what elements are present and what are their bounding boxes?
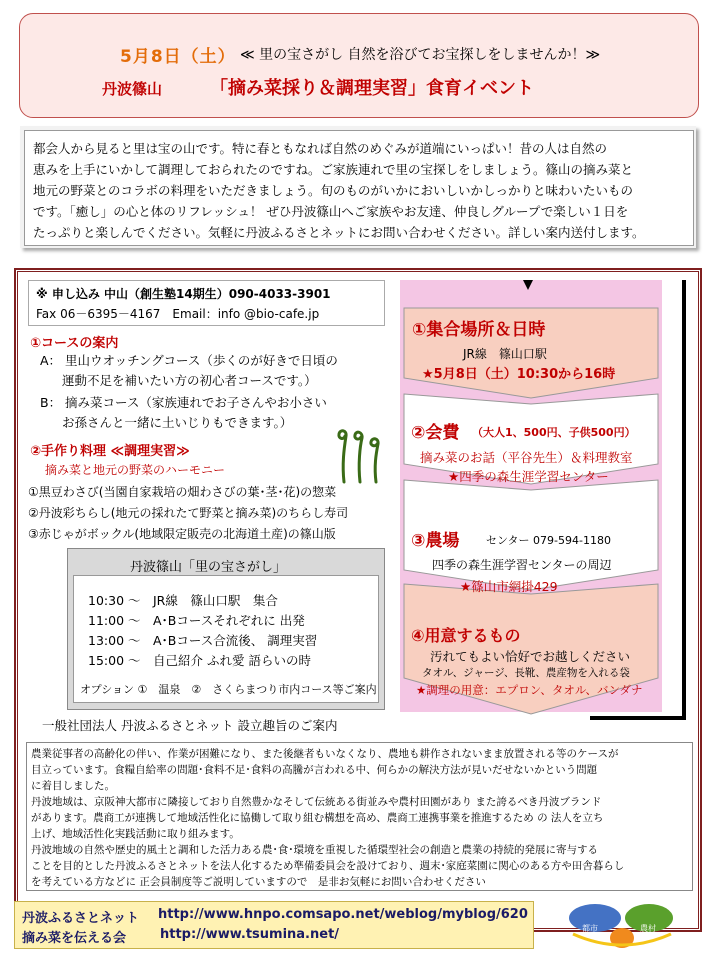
intro-line: 地元の野菜とのコラボの料理をいただきましょう。旬のものがいかにおいしいかしっかりと味わいたいもの — [33, 183, 634, 198]
logo-city-label: 都市 — [582, 924, 598, 933]
step2-line2: ★四季の森生涯学習センター — [448, 469, 609, 484]
mission-line: 丹波地域は、京阪神大都市に隣接しており自然豊かなそして伝統ある街並みや農村田園があり また誇るべき丹波ブランド — [31, 796, 602, 808]
footer-url1-link[interactable]: http://www.hnpo.comsapo.net/weblog/myblog/620 — [158, 907, 528, 922]
step4-line1: 汚れてもよい恰好でお越しください — [430, 649, 631, 664]
mission-line: を考えている方などに 正会員制度等ご説明していますので 是非お気軽にお問い合わせください — [31, 876, 486, 888]
course-heading: ①コースの案内 — [30, 336, 119, 351]
footer-org1: 丹波ふるさとネット — [22, 911, 140, 926]
contact-fax-email: Fax 06－6395－4167 Email：info @bio-cafe.jp — [36, 307, 320, 321]
step4-title: ④用意するもの — [411, 626, 521, 645]
event-date: 5月8日（土） — [120, 47, 236, 67]
cooking-item: ③赤じゃがボックル(地域限定販売の北海道土産)の篠山版 — [28, 527, 336, 541]
step1-line2: ★5月8日（土）10:30から16時 — [422, 367, 616, 382]
step3-line1: 四季の森生涯学習センターの周辺 — [432, 558, 612, 572]
intro-line: 恵みを上手にいかして調理しておられたのですね。ご家族連れで里の宝探しをしましょう。篠山の摘み菜と — [33, 162, 634, 177]
step4-line2: タオル、ジャージ、長靴、農産物を入れる袋 — [422, 667, 630, 679]
event-place: 丹波篠山 — [102, 80, 163, 98]
course-a-line1: A： 里山ウオッチングコース（歩くのが好きで日頃の — [40, 353, 338, 368]
footer-org2: 摘み菜を伝える会 — [22, 931, 127, 946]
course-b-line2: お孫さんと一緒に土いじりもできます。） — [62, 415, 293, 430]
cooking-subheading: 摘み菜と地元の野菜のハーモニー — [45, 463, 226, 477]
mission-line: 上げ、地域活性化実践活動に取り組みます。 — [31, 828, 240, 840]
intro-line: です。「癒し」の心と体のリフレッシュ！ ぜひ丹波篠山へご家族やお友達、仲良しグループで楽しい１日を — [33, 204, 629, 219]
course-b-line1: B： 摘み菜コース（家族連れでお子さんやお小さい — [40, 395, 327, 410]
cooking-item: ②丹波彩ちらし(地元の採れたて野菜と摘み菜)のちらし寿司 — [28, 506, 349, 520]
mission-line: ことを目的とした丹波ふるさとネットを法人化するため準備委員会を設けており、週末･家庭菜園に関心のある方や田舎暮らし — [31, 860, 625, 872]
event-subtitle: ≪ 里の宝さがし 自然を浴びてお宝探しをしませんか！≫ — [240, 47, 601, 63]
mission-line: 目立っています。食糧自給率の問題･食料不足･食料の高騰が言われる中、何らかの解決方法が見いだせないかという問題 — [31, 764, 598, 776]
org-caption: 一般社団法人 丹波ふるさとネット 設立趣旨のご案内 — [42, 718, 338, 733]
event-title: 「摘み菜採り＆調理実習」食育イベント — [210, 78, 534, 99]
city-rural-logo — [537, 900, 701, 950]
schedule-title: 丹波篠山「里の宝さがし」 — [130, 560, 287, 575]
footer-url2-link[interactable]: http://www.tsumina.net/ — [160, 927, 340, 942]
step2-title: ②会費 — [411, 423, 460, 443]
mission-line: 丹波地域の自然や歴史的風土と調和した活力ある農･食･環境を重視した循環型社会の創造と農業の持続的発展に寄与する — [31, 844, 598, 856]
cooking-heading: ②手作り料理 ≪調理実習≫ — [30, 444, 190, 459]
step3-title: ③農場 — [411, 531, 460, 551]
cooking-item: ①黒豆わさび(当園自家栽培の畑わさびの葉･茎･花)の惣菜 — [28, 485, 337, 499]
logo-rural-label: 農村 — [640, 924, 656, 933]
fern-sprout-icon — [322, 424, 392, 484]
schedule-option: オプション ① 温泉 ② さくらまつり市内コース等ご案内 — [80, 683, 377, 696]
step4-line3: ★調理の用意：エプロン、タオル、バンダナ — [416, 683, 643, 697]
mission-line: があります。農商工が連携して地域活性化に協働して取り組む構想を高め、農商工連携事業を推進するため の 法人を立ち — [31, 812, 604, 824]
course-a-line2: 運動不足を補いたい方の初心者コースです。） — [62, 373, 317, 388]
step2-note: （大人1、500円、子供500円） — [472, 426, 636, 439]
mission-line: 農業従事者の高齢化の伴い、作業が困難になり、また後継者もいなくなり、農地も耕作されないまま放置される等のケースが — [31, 748, 619, 760]
step2-line1: 摘み菜のお話（平谷先生）＆料理教室 — [420, 450, 633, 465]
step1-title: ①集合場所＆日時 — [412, 320, 546, 340]
schedule-row: 15:00 ～ 自己紹介 ふれ愛 語らいの時 — [88, 653, 311, 668]
schedule-row: 13:00 ～ A･Bコース合流後、 調理実習 — [88, 633, 318, 648]
intro-line: 都会人から見ると里は宝の山です。特に春ともなれば自然のめぐみが道端にいっぱい！昔の人は自然の — [33, 141, 608, 156]
step3-note: センター 079-594-1180 — [486, 534, 611, 547]
contact-phone: ※ 申し込み 中山（創生塾14期生）090-4033-3901 — [36, 287, 331, 301]
schedule-row: 10:30 ～ JR線 篠山口駅 集合 — [88, 593, 278, 608]
step1-line1: JR線 篠山口駅 — [463, 347, 547, 361]
intro-line: たっぷりと楽しんでください。気軽に丹波ふるさとネットにお問い合わせください。詳しい案内送付します。 — [33, 225, 645, 240]
mission-line: に着目しました。 — [31, 780, 115, 792]
step3-line2: ★篠山市網掛429 — [460, 579, 558, 594]
schedule-row: 11:00 ～ A･Bコースそれぞれに 出発 — [88, 613, 305, 628]
